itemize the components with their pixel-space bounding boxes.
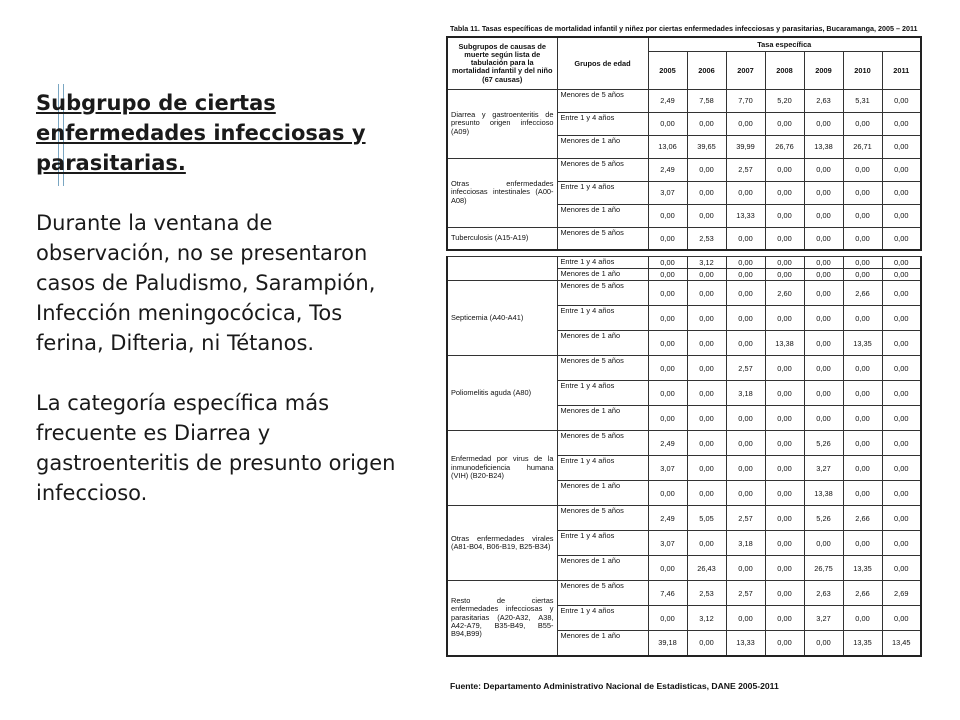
rate-value-cell: 2,49 bbox=[648, 506, 687, 531]
rate-value-cell: 0,00 bbox=[726, 331, 765, 356]
rate-value-cell: 0,00 bbox=[648, 356, 687, 381]
rate-value-cell: 13,35 bbox=[843, 331, 882, 356]
rate-value-cell: 3,18 bbox=[726, 531, 765, 556]
cause-cell: Resto de ciertas enfermedades infecciosas y parasitarias (A20-A32, A38, A42-A79, B35-B49, B55-B94,B99) bbox=[447, 581, 557, 656]
rate-value-cell: 0,00 bbox=[843, 204, 882, 227]
rate-value-cell: 0,00 bbox=[726, 306, 765, 331]
age-group-cell: Entre 1 y 4 años bbox=[557, 306, 648, 331]
header-year: 2011 bbox=[882, 51, 921, 89]
rate-value-cell: 2,53 bbox=[687, 581, 726, 606]
rate-value-cell: 26,76 bbox=[765, 135, 804, 158]
rate-value-cell: 5,20 bbox=[765, 89, 804, 112]
age-group-cell: Entre 1 y 4 años bbox=[557, 456, 648, 481]
rate-value-cell: 0,00 bbox=[882, 89, 921, 112]
cause-cell: Septicemia (A40-A41) bbox=[447, 281, 557, 356]
rate-value-cell: 0,00 bbox=[648, 381, 687, 406]
table-row bbox=[447, 281, 921, 306]
rate-value-cell: 0,00 bbox=[726, 431, 765, 456]
rate-value-cell: 0,00 bbox=[648, 257, 687, 269]
rate-value-cell: 2,57 bbox=[726, 158, 765, 181]
rate-value-cell: 0,00 bbox=[843, 181, 882, 204]
rate-value-cell: 0,00 bbox=[765, 581, 804, 606]
age-group-cell: Entre 1 y 4 años bbox=[557, 531, 648, 556]
rate-value-cell: 0,00 bbox=[648, 331, 687, 356]
rate-value-cell: 13,33 bbox=[726, 631, 765, 656]
rate-value-cell: 5,26 bbox=[804, 506, 843, 531]
rate-value-cell: 0,00 bbox=[687, 181, 726, 204]
age-group-cell: Entre 1 y 4 años bbox=[557, 606, 648, 631]
rate-value-cell: 0,00 bbox=[765, 181, 804, 204]
age-group-cell: Menores de 5 años bbox=[557, 281, 648, 306]
rate-value-cell: 0,00 bbox=[765, 481, 804, 506]
header-subgroup: Subgrupos de causas de muerte según lista de tabulación para la mortalidad infantil y del niño (67 causas) bbox=[447, 37, 557, 89]
rate-value-cell: 0,00 bbox=[687, 456, 726, 481]
table-row bbox=[447, 581, 921, 606]
table-body-part-2 bbox=[447, 257, 921, 656]
header-year: 2006 bbox=[687, 51, 726, 89]
header-age-group: Grupos de edad bbox=[557, 37, 648, 89]
rate-value-cell: 0,00 bbox=[687, 531, 726, 556]
rate-value-cell: 13,35 bbox=[843, 556, 882, 581]
rate-value-cell: 7,58 bbox=[687, 89, 726, 112]
rate-value-cell: 0,00 bbox=[804, 531, 843, 556]
rate-value-cell: 0,00 bbox=[882, 331, 921, 356]
rate-value-cell: 0,00 bbox=[687, 306, 726, 331]
mortality-table-part-2 bbox=[446, 256, 922, 657]
rate-value-cell: 0,00 bbox=[882, 257, 921, 269]
rate-value-cell: 0,00 bbox=[648, 281, 687, 306]
rate-value-cell: 0,00 bbox=[882, 281, 921, 306]
rate-value-cell: 0,00 bbox=[648, 556, 687, 581]
rate-value-cell: 0,00 bbox=[882, 606, 921, 631]
rate-value-cell: 26,43 bbox=[687, 556, 726, 581]
cause-cell bbox=[447, 257, 557, 281]
rate-value-cell: 0,00 bbox=[765, 356, 804, 381]
rate-value-cell: 0,00 bbox=[804, 631, 843, 656]
age-group-cell: Entre 1 y 4 años bbox=[557, 112, 648, 135]
rate-value-cell: 26,71 bbox=[843, 135, 882, 158]
age-group-cell: Menores de 5 años bbox=[557, 158, 648, 181]
rate-value-cell: 0,00 bbox=[726, 456, 765, 481]
rate-value-cell: 5,26 bbox=[804, 431, 843, 456]
rate-value-cell: 0,00 bbox=[804, 112, 843, 135]
rate-value-cell: 0,00 bbox=[882, 431, 921, 456]
rate-value-cell: 13,38 bbox=[804, 135, 843, 158]
rate-value-cell: 0,00 bbox=[726, 406, 765, 431]
cause-cell: Poliomelitis aguda (A80) bbox=[447, 356, 557, 431]
table-row bbox=[447, 506, 921, 531]
cause-cell: Otras enfermedades infecciosas intestinales (A00-A08) bbox=[447, 158, 557, 227]
rate-value-cell: 0,00 bbox=[882, 204, 921, 227]
rate-value-cell: 0,00 bbox=[804, 331, 843, 356]
rate-value-cell: 0,00 bbox=[765, 257, 804, 269]
rate-value-cell: 0,00 bbox=[648, 481, 687, 506]
rate-value-cell: 0,00 bbox=[765, 531, 804, 556]
rate-value-cell: 2,66 bbox=[843, 506, 882, 531]
rate-value-cell: 0,00 bbox=[648, 112, 687, 135]
rate-value-cell: 0,00 bbox=[726, 112, 765, 135]
rate-value-cell: 0,00 bbox=[882, 269, 921, 281]
rate-value-cell: 0,00 bbox=[687, 158, 726, 181]
rate-value-cell: 0,00 bbox=[726, 227, 765, 250]
age-group-cell: Menores de 5 años bbox=[557, 89, 648, 112]
rate-value-cell: 13,06 bbox=[648, 135, 687, 158]
rate-value-cell: 2,57 bbox=[726, 581, 765, 606]
cause-cell: Diarrea y gastroenteritis de presunto origen infeccioso (A09) bbox=[447, 89, 557, 158]
rate-value-cell: 0,00 bbox=[843, 112, 882, 135]
rate-value-cell: 3,27 bbox=[804, 606, 843, 631]
rate-value-cell: 0,00 bbox=[765, 431, 804, 456]
rate-value-cell: 2,66 bbox=[843, 281, 882, 306]
age-group-cell: Menores de 5 años bbox=[557, 356, 648, 381]
rate-value-cell: 0,00 bbox=[726, 269, 765, 281]
rate-value-cell: 0,00 bbox=[882, 381, 921, 406]
age-group-cell: Menores de 1 año bbox=[557, 406, 648, 431]
table-row bbox=[447, 227, 921, 250]
rate-value-cell: 0,00 bbox=[687, 281, 726, 306]
rate-value-cell: 0,00 bbox=[648, 269, 687, 281]
rate-value-cell: 2,49 bbox=[648, 158, 687, 181]
paragraph-observation: Durante la ventana de observación, no se presentaron casos de Paludismo, Sarampión, Infección meningocócica, Tos ferina, Difteria, ni Tétanos. bbox=[36, 211, 376, 355]
age-group-cell: Entre 1 y 4 años bbox=[557, 181, 648, 204]
rate-value-cell: 7,46 bbox=[648, 581, 687, 606]
age-group-cell: Menores de 5 años bbox=[557, 227, 648, 250]
rate-value-cell: 0,00 bbox=[804, 269, 843, 281]
mortality-table-part-1 bbox=[446, 36, 922, 251]
rate-value-cell: 26,75 bbox=[804, 556, 843, 581]
table-row bbox=[447, 158, 921, 181]
header-year: 2005 bbox=[648, 51, 687, 89]
rate-value-cell: 2,49 bbox=[648, 89, 687, 112]
rate-value-cell: 3,07 bbox=[648, 531, 687, 556]
table-row bbox=[447, 89, 921, 112]
paragraph-most-frequent: La categoría específica más frecuente es Diarrea y gastroenteritis de presunto origen infeccioso. bbox=[36, 391, 396, 505]
rate-value-cell: 0,00 bbox=[726, 556, 765, 581]
rate-value-cell: 0,00 bbox=[726, 181, 765, 204]
rate-value-cell: 0,00 bbox=[765, 269, 804, 281]
rate-value-cell: 0,00 bbox=[882, 406, 921, 431]
cause-cell: Enfermedad por virus de la inmunodeficiencia humana (VIH) (B20-B24) bbox=[447, 431, 557, 506]
rate-value-cell: 0,00 bbox=[687, 631, 726, 656]
rate-value-cell: 0,00 bbox=[843, 481, 882, 506]
table-row bbox=[447, 431, 921, 456]
rate-value-cell: 0,00 bbox=[726, 481, 765, 506]
rate-value-cell: 0,00 bbox=[882, 181, 921, 204]
rate-value-cell: 0,00 bbox=[765, 306, 804, 331]
header-rate: Tasa específica bbox=[648, 37, 921, 51]
rate-value-cell: 3,18 bbox=[726, 381, 765, 406]
rate-value-cell: 0,00 bbox=[765, 381, 804, 406]
rate-value-cell: 0,00 bbox=[687, 381, 726, 406]
rate-value-cell: 2,63 bbox=[804, 581, 843, 606]
rate-value-cell: 3,12 bbox=[687, 606, 726, 631]
rate-value-cell: 39,99 bbox=[726, 135, 765, 158]
rate-value-cell: 0,00 bbox=[648, 606, 687, 631]
header-year: 2008 bbox=[765, 51, 804, 89]
rate-value-cell: 0,00 bbox=[765, 506, 804, 531]
rate-value-cell: 0,00 bbox=[687, 481, 726, 506]
rate-value-cell: 2,57 bbox=[726, 506, 765, 531]
rate-value-cell: 3,07 bbox=[648, 456, 687, 481]
rate-value-cell: 0,00 bbox=[804, 356, 843, 381]
rate-value-cell: 0,00 bbox=[687, 431, 726, 456]
age-group-cell: Menores de 1 año bbox=[557, 269, 648, 281]
rate-value-cell: 0,00 bbox=[804, 306, 843, 331]
rate-value-cell: 0,00 bbox=[804, 257, 843, 269]
table-title: Tabla 11. Tasas específicas de mortalidad infantil y niñez por ciertas enfermedades infecciosas y parasitarias, Bucaramanga, 2005 – 2011 bbox=[450, 24, 918, 33]
rate-value-cell: 0,00 bbox=[843, 456, 882, 481]
age-group-cell: Menores de 5 años bbox=[557, 581, 648, 606]
rate-value-cell: 0,00 bbox=[882, 356, 921, 381]
rate-value-cell: 0,00 bbox=[726, 281, 765, 306]
rate-value-cell: 0,00 bbox=[648, 406, 687, 431]
rate-value-cell: 0,00 bbox=[648, 306, 687, 331]
age-group-cell: Menores de 1 año bbox=[557, 135, 648, 158]
rate-value-cell: 0,00 bbox=[804, 181, 843, 204]
rate-value-cell: 0,00 bbox=[804, 204, 843, 227]
section-heading: Subgrupo de ciertas enfermedades infecciosas y parasitarias. bbox=[36, 91, 366, 175]
rate-value-cell: 0,00 bbox=[843, 158, 882, 181]
rate-value-cell: 0,00 bbox=[804, 381, 843, 406]
rate-value-cell: 0,00 bbox=[765, 631, 804, 656]
age-group-cell: Menores de 1 año bbox=[557, 331, 648, 356]
rate-value-cell: 0,00 bbox=[882, 531, 921, 556]
header-year: 2010 bbox=[843, 51, 882, 89]
rate-value-cell: 39,18 bbox=[648, 631, 687, 656]
rate-value-cell: 0,00 bbox=[726, 606, 765, 631]
rate-value-cell: 0,00 bbox=[648, 227, 687, 250]
rate-value-cell: 5,31 bbox=[843, 89, 882, 112]
rate-value-cell: 0,00 bbox=[882, 227, 921, 250]
header-year: 2009 bbox=[804, 51, 843, 89]
rate-value-cell: 0,00 bbox=[804, 227, 843, 250]
rate-value-cell: 0,00 bbox=[843, 356, 882, 381]
age-group-cell: Menores de 5 años bbox=[557, 506, 648, 531]
rate-value-cell: 0,00 bbox=[843, 381, 882, 406]
rate-value-cell: 13,38 bbox=[804, 481, 843, 506]
rate-value-cell: 2,69 bbox=[882, 581, 921, 606]
table-row bbox=[447, 356, 921, 381]
rate-value-cell: 0,00 bbox=[765, 227, 804, 250]
rate-value-cell: 0,00 bbox=[843, 431, 882, 456]
rate-value-cell: 0,00 bbox=[843, 406, 882, 431]
rate-value-cell: 3,07 bbox=[648, 181, 687, 204]
rate-value-cell: 0,00 bbox=[882, 158, 921, 181]
rate-value-cell: 2,63 bbox=[804, 89, 843, 112]
rate-value-cell: 0,00 bbox=[882, 506, 921, 531]
rate-value-cell: 0,00 bbox=[765, 456, 804, 481]
rate-value-cell: 13,45 bbox=[882, 631, 921, 656]
age-group-cell: Entre 1 y 4 años bbox=[557, 257, 648, 269]
rate-value-cell: 0,00 bbox=[804, 406, 843, 431]
rate-value-cell: 0,00 bbox=[882, 556, 921, 581]
rate-value-cell: 0,00 bbox=[687, 204, 726, 227]
text-panel bbox=[36, 88, 396, 538]
age-group-cell: Menores de 1 año bbox=[557, 204, 648, 227]
rate-value-cell: 0,00 bbox=[687, 356, 726, 381]
age-group-cell: Entre 1 y 4 años bbox=[557, 381, 648, 406]
rate-value-cell: 3,27 bbox=[804, 456, 843, 481]
age-group-cell: Menores de 1 año bbox=[557, 631, 648, 656]
rate-value-cell: 0,00 bbox=[882, 306, 921, 331]
rate-value-cell: 0,00 bbox=[687, 331, 726, 356]
rate-value-cell: 0,00 bbox=[843, 257, 882, 269]
cause-cell: Otras enfermedades virales (A81-B04, B06-B19, B25-B34) bbox=[447, 506, 557, 581]
table-body-part-1 bbox=[447, 89, 921, 250]
rate-value-cell: 3,12 bbox=[687, 257, 726, 269]
rate-value-cell: 39,65 bbox=[687, 135, 726, 158]
rate-value-cell: 0,00 bbox=[843, 531, 882, 556]
cause-cell: Tuberculosis (A15-A19) bbox=[447, 227, 557, 250]
rate-value-cell: 0,00 bbox=[687, 269, 726, 281]
rate-value-cell: 0,00 bbox=[765, 112, 804, 135]
rate-value-cell: 2,60 bbox=[765, 281, 804, 306]
age-group-cell: Menores de 1 año bbox=[557, 481, 648, 506]
rate-value-cell: 13,38 bbox=[765, 331, 804, 356]
rate-value-cell: 5,05 bbox=[687, 506, 726, 531]
rate-value-cell: 2,66 bbox=[843, 581, 882, 606]
age-group-cell: Menores de 1 año bbox=[557, 556, 648, 581]
rate-value-cell: 0,00 bbox=[726, 257, 765, 269]
table-row bbox=[447, 257, 921, 269]
rate-value-cell: 0,00 bbox=[765, 556, 804, 581]
rate-value-cell: 0,00 bbox=[882, 456, 921, 481]
rate-value-cell: 13,33 bbox=[726, 204, 765, 227]
rate-value-cell: 2,49 bbox=[648, 431, 687, 456]
header-year: 2007 bbox=[726, 51, 765, 89]
rate-value-cell: 0,00 bbox=[765, 406, 804, 431]
age-group-cell: Menores de 5 años bbox=[557, 431, 648, 456]
rate-value-cell: 0,00 bbox=[804, 158, 843, 181]
rate-value-cell: 0,00 bbox=[843, 606, 882, 631]
rate-value-cell: 0,00 bbox=[843, 227, 882, 250]
rate-value-cell: 0,00 bbox=[882, 135, 921, 158]
rate-value-cell: 2,53 bbox=[687, 227, 726, 250]
rate-value-cell: 0,00 bbox=[804, 281, 843, 306]
rate-value-cell: 0,00 bbox=[882, 481, 921, 506]
rate-value-cell: 13,35 bbox=[843, 631, 882, 656]
rate-value-cell: 0,00 bbox=[843, 269, 882, 281]
rate-value-cell: 7,70 bbox=[726, 89, 765, 112]
rate-value-cell: 0,00 bbox=[882, 112, 921, 135]
rate-value-cell: 0,00 bbox=[765, 204, 804, 227]
rate-value-cell: 0,00 bbox=[843, 306, 882, 331]
rate-value-cell: 0,00 bbox=[765, 606, 804, 631]
rate-value-cell: 0,00 bbox=[648, 204, 687, 227]
rate-value-cell: 0,00 bbox=[687, 406, 726, 431]
rate-value-cell: 0,00 bbox=[765, 158, 804, 181]
rate-value-cell: 0,00 bbox=[687, 112, 726, 135]
rate-value-cell: 2,57 bbox=[726, 356, 765, 381]
table-source: Fuente: Departamento Administrativo Nacional de Estadisticas, DANE 2005-2011 bbox=[450, 681, 779, 691]
